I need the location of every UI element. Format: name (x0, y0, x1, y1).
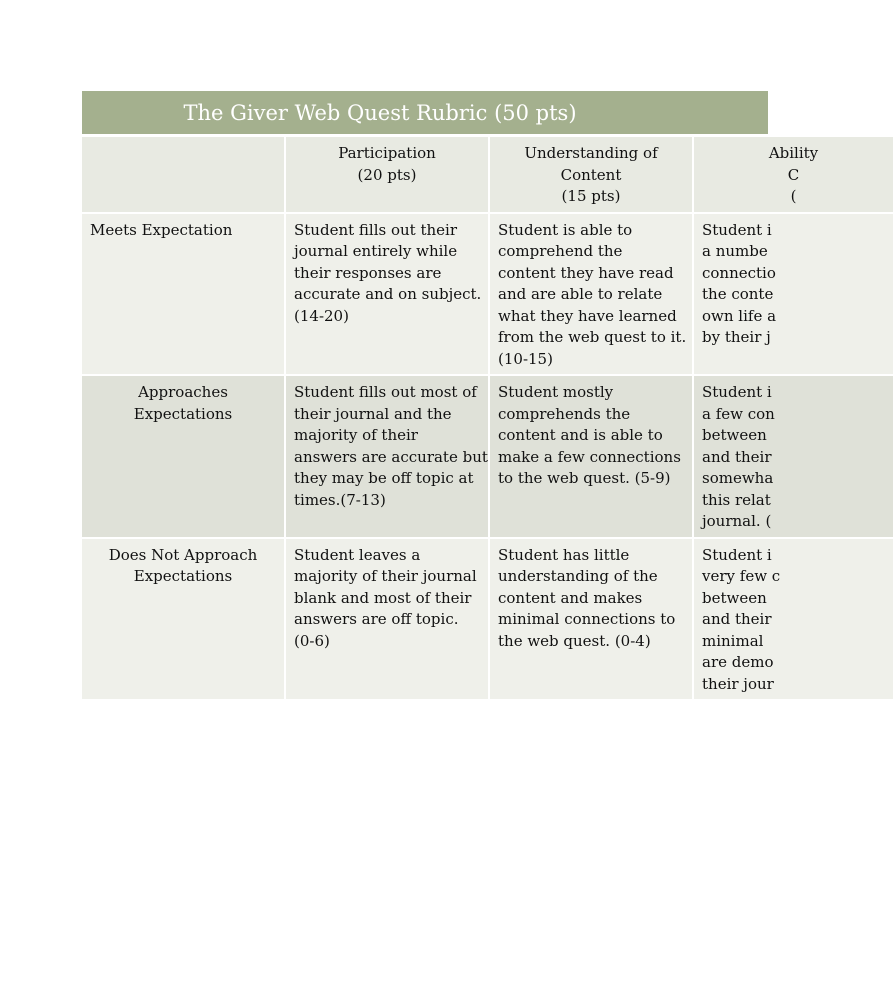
rubric-cell-line: comprehends the (498, 404, 631, 423)
rubric-cell-line: content they have read (498, 263, 674, 282)
column-header-line: Content (560, 165, 622, 184)
table-row (82, 375, 894, 538)
table-row (82, 538, 894, 701)
rubric-cell-line: answers are accurate but (294, 447, 488, 466)
rubric-cell-line: their jour (702, 674, 774, 693)
rubric-cell-line: make a few connections (498, 447, 681, 466)
rubric-cell-line: somewha (702, 469, 774, 487)
rubric-cell-line: a numbe (702, 242, 768, 260)
rubric-cell (489, 538, 693, 701)
rubric-cell-line: connectio (702, 263, 776, 282)
rubric-cell-line: accurate and on subject. (294, 285, 482, 303)
rubric-cell-line: the conte (702, 285, 774, 303)
rubric-cell-line: Student leaves a (294, 545, 421, 564)
rubric-table (82, 137, 895, 701)
column-header (285, 137, 489, 213)
column-header (489, 137, 693, 213)
rubric-cell-line: from the web quest to it. (498, 328, 687, 346)
rubric-cell-line: comprehend the (498, 242, 623, 260)
rubric-cell-line: Student has little (498, 545, 630, 564)
row-label-line: Approaches (138, 383, 228, 401)
row-label-line: Does Not Approach (108, 545, 258, 564)
rubric-cell (693, 213, 894, 376)
rubric-cell-line: minimal connections to (498, 610, 676, 628)
rubric-cell-line: (10-15) (498, 349, 553, 368)
rubric-cell (285, 538, 489, 701)
rubric-cell (489, 375, 693, 538)
row-label-line: Expectations (133, 404, 233, 423)
rubric-cell-line: their journal and the (294, 404, 452, 423)
rubric-cell-line: answers are off topic. (294, 610, 459, 628)
rubric-cell-line: understanding of the (498, 567, 658, 585)
row-label-line: Expectations (133, 567, 233, 585)
rubric-cell (489, 213, 693, 376)
rubric-cell-line: are demo (702, 653, 774, 671)
rubric-cell-line: journal. ( (702, 512, 772, 530)
rubric-cell (285, 375, 489, 538)
rubric-cell-line: (0-6) (294, 631, 330, 650)
rubric-cell-line: Student fills out their (294, 220, 457, 239)
table-row (82, 213, 894, 376)
row-label-line: Meets Expectation (90, 220, 233, 239)
header-blank-cell (82, 137, 285, 213)
rubric-cell-line: very few c (702, 567, 781, 585)
rubric-cell-line: majority of their (294, 426, 418, 444)
rubric-cell-line: and their (702, 610, 772, 628)
rubric-cell-line: (14-20) (294, 306, 349, 325)
rubric-cell-line: the web quest. (0-4) (498, 631, 651, 650)
column-header-line: (20 pts) (357, 165, 417, 184)
column-header-line: C (787, 165, 800, 184)
rubric-cell (693, 538, 894, 701)
rubric-cell-line: between (702, 426, 767, 444)
row-label (82, 538, 285, 701)
rubric-cell-line: Student i (702, 545, 772, 564)
rubric-cell-line: their responses are (294, 263, 442, 282)
row-label (82, 213, 285, 376)
rubric-title: The Giver Web Quest Rubric (50 pts) (82, 91, 768, 137)
rubric-cell-line: between (702, 588, 767, 607)
rubric-cell-line: this relat (702, 490, 771, 509)
rubric-cell-line: Student i (702, 220, 772, 239)
rubric-cell-line: and their (702, 447, 772, 466)
column-header-line: ( (790, 187, 797, 205)
rubric-cell-line: and are able to relate (498, 285, 663, 303)
rubric-cell-line: to the web quest. (5-9) (498, 469, 671, 487)
row-label (82, 375, 285, 538)
rubric-table-container (82, 91, 819, 701)
rubric-cell-line: majority of their journal (294, 567, 477, 585)
rubric-cell (693, 375, 894, 538)
header-row (82, 137, 894, 213)
rubric-cell-line: Student i (702, 383, 772, 401)
rubric-cell-line: they may be off topic at (294, 469, 474, 487)
rubric-cell-line: a few con (702, 404, 775, 423)
column-header-line: Participation (338, 144, 436, 162)
column-header-line: Ability (768, 144, 819, 162)
rubric-cell-line: times.(7-13) (294, 490, 386, 509)
rubric-cell-line: Student is able to (498, 220, 633, 239)
column-header-line: (15 pts) (561, 187, 621, 205)
rubric-cell-line: own life a (702, 306, 777, 325)
rubric-cell (285, 213, 489, 376)
rubric-cell-line: minimal (702, 631, 764, 650)
rubric-cell-line: content and makes (498, 588, 643, 607)
rubric-cell-line: what they have learned (498, 306, 677, 325)
rubric-cell-line: Student mostly (498, 383, 614, 401)
rubric-cell-line: content and is able to (498, 426, 663, 444)
column-header-line: Understanding of (524, 144, 658, 162)
column-header (693, 137, 894, 213)
rubric-cell-line: Student fills out most of (294, 383, 477, 401)
rubric-cell-line: journal entirely while (294, 242, 458, 260)
rubric-cell-line: blank and most of their (294, 588, 472, 607)
rubric-cell-line: by their j (702, 328, 771, 346)
